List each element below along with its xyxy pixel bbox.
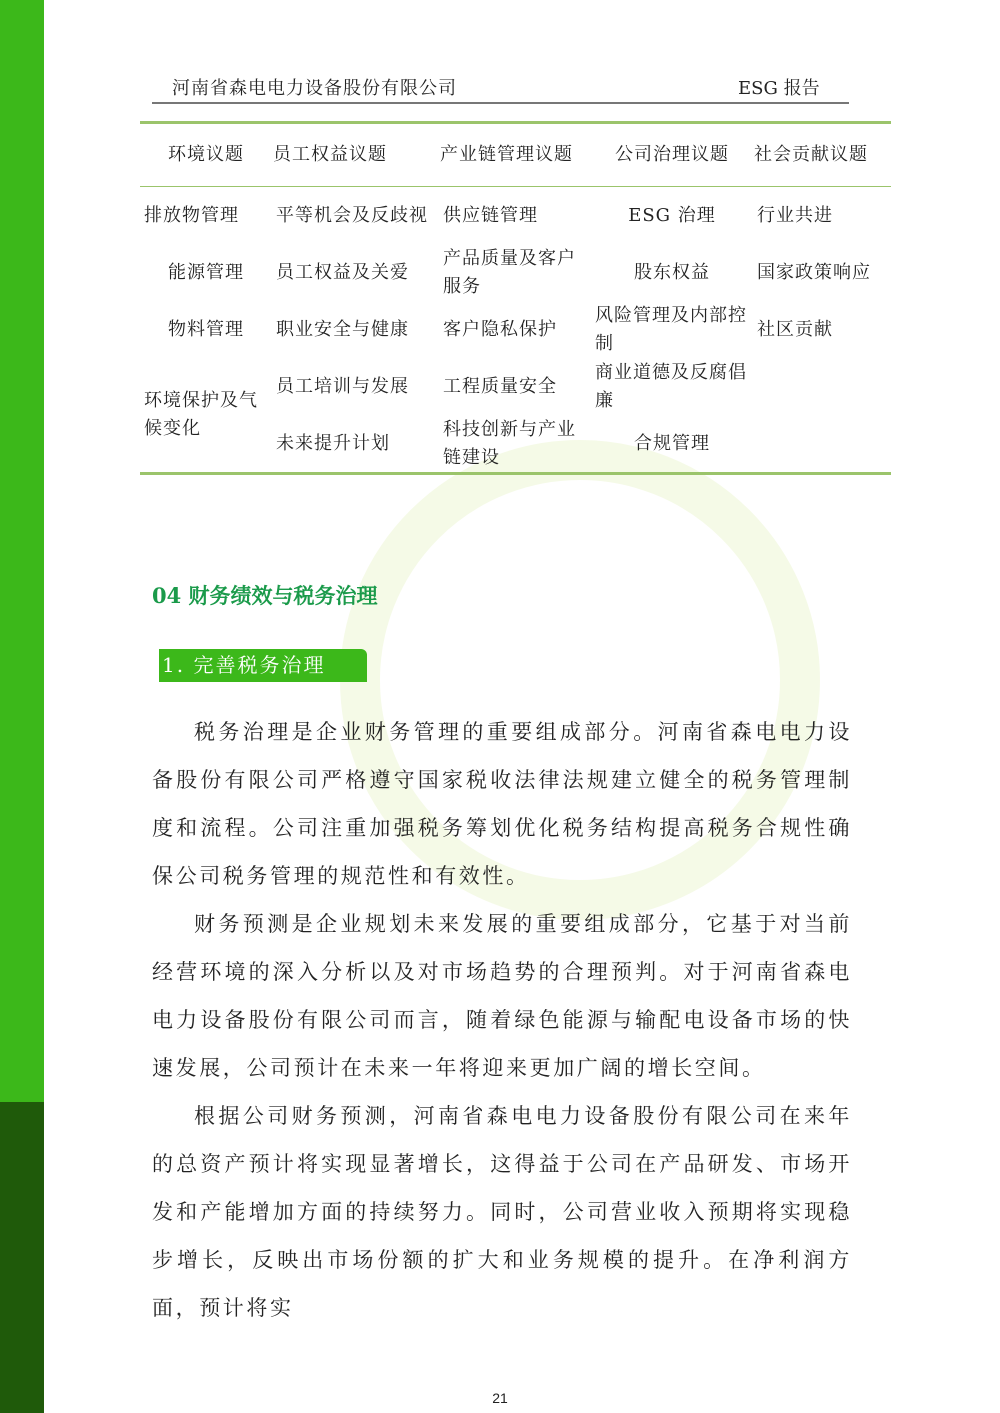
table-row: [140, 187, 891, 245]
header-divider: [152, 102, 849, 104]
cell: 员工权益及关爱: [276, 261, 409, 283]
side-bar-green: [0, 0, 44, 1102]
cell: 物料管理: [168, 318, 244, 340]
paragraph: 税务治理是企业财务管理的重要组成部分。河南省森电电力设备股份有限公司严格遵守国家税收法律法规建立健全的税务管理制度和流程。公司注重加强税务筹划优化税务结构提高税务合规性确保公司税务管理的规范性和有效性。: [152, 720, 852, 888]
cell: 未来提升计划: [276, 432, 390, 454]
section-title: 04 财务绩效与税务治理: [152, 583, 378, 608]
cell: 行业共进: [757, 204, 833, 226]
col-header: 公司治理议题: [591, 123, 753, 187]
table-row: [140, 358, 891, 415]
cell: 科技创新与产业链建设: [443, 418, 576, 468]
page-number: 21: [492, 1390, 508, 1406]
cell: 职业安全与健康: [276, 318, 409, 340]
col-header: 社会贡献议题: [753, 123, 891, 187]
col-header: 环境议题: [140, 123, 272, 187]
cell: 平等机会及反歧视: [276, 204, 428, 226]
cell: 风险管理及内部控制: [595, 304, 747, 354]
cell: 国家政策响应: [757, 261, 871, 283]
esg-topics-table: [140, 121, 891, 475]
header-company: 河南省森电电力设备股份有限公司: [172, 78, 457, 99]
cell: 工程质量安全: [443, 375, 557, 397]
paragraph: 财务预测是企业规划未来发展的重要组成部分，它基于对当前经营环境的深入分析以及对市场趋势的合理预判。对于河南省森电电力设备股份有限公司而言，随着绿色能源与输配电设备市场的快速发展，公司预计在未来一年将迎来更加广阔的增长空间。: [152, 912, 852, 1080]
cell: 合规管理: [634, 432, 710, 454]
cell: 客户隐私保护: [443, 318, 557, 340]
cell: 员工培训与发展: [276, 375, 409, 397]
cell: 供应链管理: [443, 204, 538, 226]
paragraph: 根据公司财务预测，河南省森电电力设备股份有限公司在来年的总资产预计将实现显著增长，这得益于公司在产品研发、市场开发和产能增加方面的持续努力。同时，公司营业收入预期将实现稳步增长，反映出市场份额的扩大和业务规模的提升。在净利润方面，预计将实: [152, 1104, 852, 1320]
side-bar-dark: [0, 1102, 44, 1413]
table-row: [140, 244, 891, 301]
col-header: 员工权益议题: [272, 123, 439, 187]
col-header: 产业链管理议题: [439, 123, 591, 187]
cell: 股东权益: [634, 261, 710, 283]
cell: 排放物管理: [144, 204, 239, 226]
header-report: ESG 报告: [738, 78, 820, 99]
cell: ESG 治理: [628, 204, 716, 226]
cell: 社区贡献: [757, 318, 833, 340]
cell: 商业道德及反腐倡廉: [595, 361, 747, 411]
table-header-row: [140, 123, 891, 187]
cell: 产品质量及客户服务: [443, 247, 576, 297]
body-text: [152, 708, 852, 1332]
cell: 环境保护及气候变化: [144, 390, 258, 439]
cell: 能源管理: [168, 261, 244, 283]
subsection-title: 1. 完善税务治理: [159, 649, 367, 682]
cell: [753, 358, 891, 415]
table-row: [140, 301, 891, 358]
cell: [753, 415, 891, 474]
